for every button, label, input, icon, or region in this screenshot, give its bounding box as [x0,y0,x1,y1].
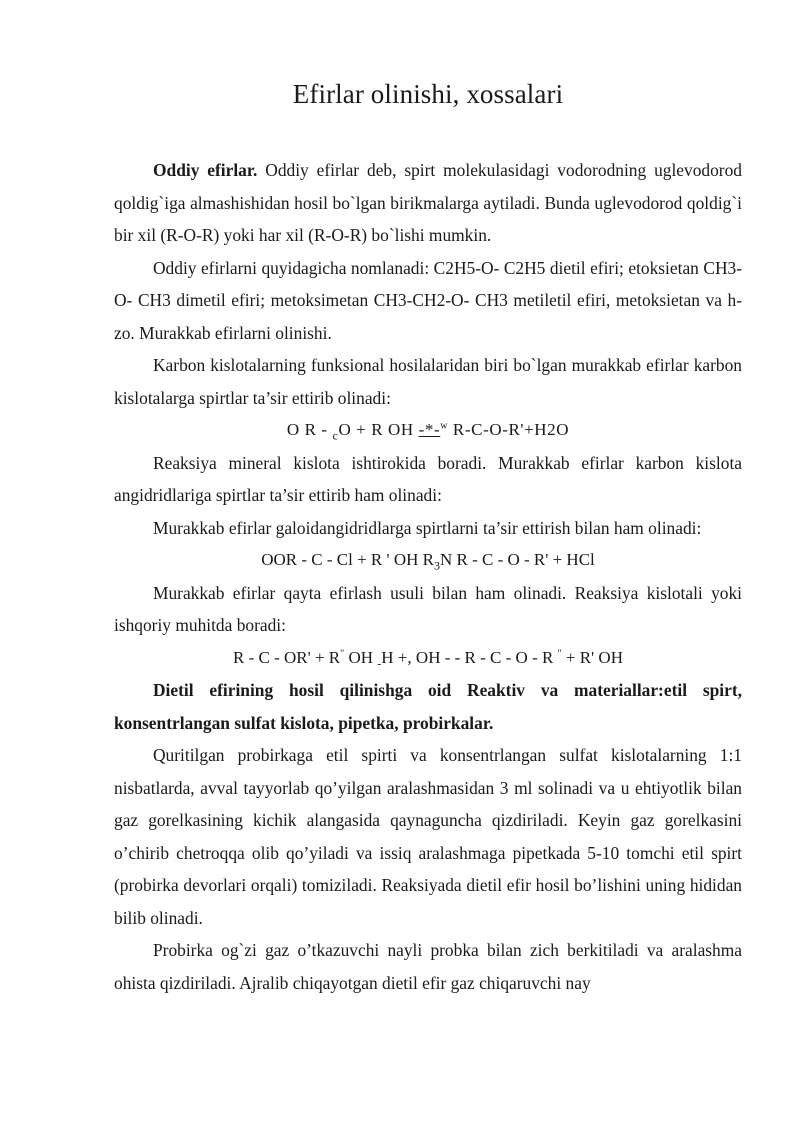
paragraph-lead: Oddiy efirlar. [153,160,258,180]
formula-transesterification: R - C - OR' + R" OH $_-$H +, OH - - R - C - O - R " + R' OH [233,647,623,670]
reagents-heading: Dietil efirining hosil qilinishga oid Reaktiv va materiallar:etil spirt, konsentrlangan sulfat kislota, pipetka, probirkalar. [114,680,742,733]
paragraph-procedure-continued: Probirka og`zi gaz o’tkazuvchi nayli probka bilan zich berkitiladi va aralashma ohista qizdiriladi. Ajralib chiqayotgan dietil efir gaz chiqaruvchi nay [114,940,742,993]
paragraph-transesterification: Murakkab efirlar qayta efirlash usuli bilan ham olinadi. Reaksiya kislotali yoki ishqoriy muhitda boradi: [114,582,742,635]
paragraph-esters-intro: Karbon kislotalarning funksional hosilalaridan biri bo`lgan murakkab efirlar karbon kislotalarga spirtlar ta’sir ettirib olinadi: [114,355,742,408]
document-body [114,154,742,999]
paragraph-text: Oddiy efirlar deb, spirt molekulasidagi vodorodning uglevodorod qoldig`iga almashishidan hosil bo`lgan birikmalarga aytiladi. Bunda uglevodorod qoldig`i bir xil (R-O-R) yoki har xil (R-O-R) bo`lishi mumkin. [114,160,742,245]
page-title: Efirlar olinishi, xossalari [292,79,564,109]
paragraph-simple-ethers [114,154,742,252]
paragraph-anhydrides: Reaksiya mineral kislota ishtirokida boradi. Murakkab efirlar karbon kislota angidridlariga spirtlar ta’sir ettirib ham olinadi: [114,452,742,505]
paragraph-halides: Murakkab efirlar galoidangidridlarga spirtlarni ta’sir ettirish bilan ham olinadi: [153,517,702,538]
formula-acyl-halide: OOR - C - Cl + R ' OH $R_3N$ R - C - O - R' + HCl [261,550,595,573]
paragraph-procedure: Quritilgan probirkaga etil spirti va konsentrlangan sulfat kislotalarning 1:1 nisbatlarda, avval tayyorlab qo’yilgan aralashmasidan 3 ml solinadi va u ehtiyotlik bilan gaz gorelkasining kichik alangasida qaynaguncha qizdiriladi. Keyin gaz gorelkasini o’chirib chetroqqa olib qo’yiladi va issiq aralashmaga pipetkada 5-10 tomchi etil spirt (probirka devorlari orqali) tomiziladi. Reaksiyada dietil efir hosil bo’lishini uning hididan bilib olinadi. [114,745,742,928]
formula-esterification: O R - $_c$O + R OH -*-$^w$ R-C-O-R'+H2O [286,420,570,443]
paragraph-nomenclature: Oddiy efirlarni quyidagicha nomlanadi: C2H5-O- C2H5 dietil efiri; etoksietan CH3-O- CH3 dimetil efiri; metoksimetan CH3-CH2-O- CH3 metiletil efiri, metoksietan va h-zo. Murakkab efirlarni olinishi. [114,257,742,343]
paragraph-reagents [114,674,742,739]
